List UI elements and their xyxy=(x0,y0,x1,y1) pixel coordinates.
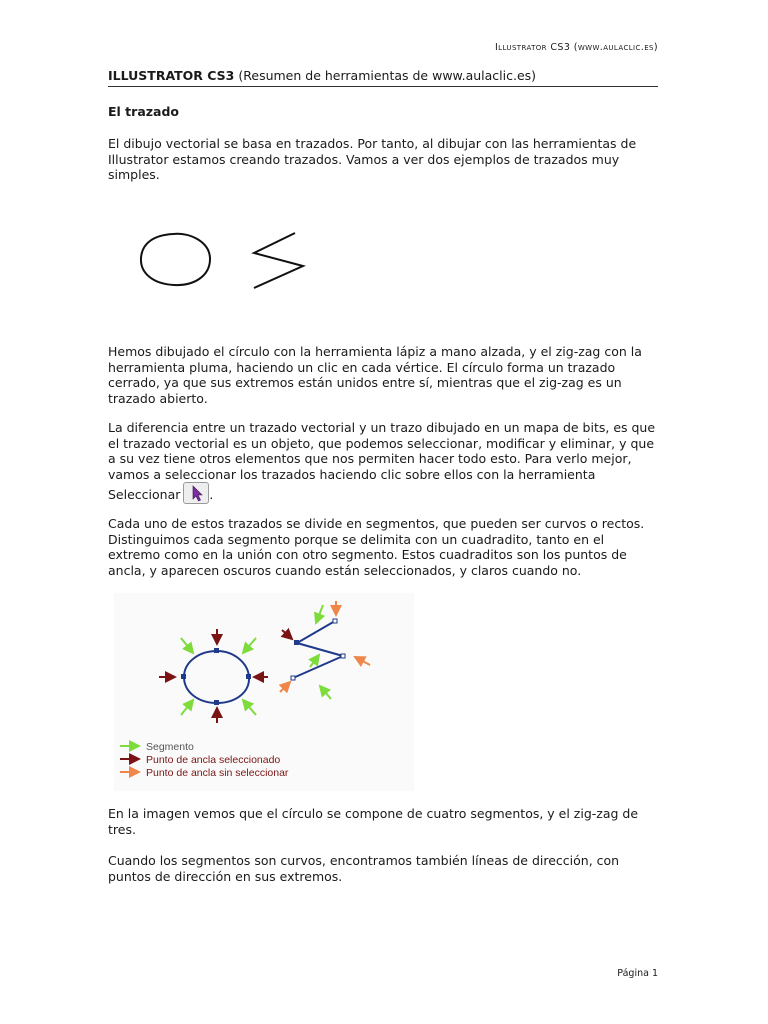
anchor-point xyxy=(214,648,219,653)
running-header xyxy=(495,42,658,53)
zigzag-path xyxy=(254,233,303,288)
figure-anchor-points xyxy=(114,593,414,791)
segment-arrow xyxy=(320,686,331,699)
segment-arrow xyxy=(316,605,323,623)
anchor-unselected-arrow xyxy=(355,657,370,665)
paragraph-direction-lines: Cuando los segmentos son curvos, encontramos también líneas de dirección, con puntos de dirección en sus extremos. xyxy=(108,853,620,884)
running-head-name: Illustrator xyxy=(494,42,547,53)
legend-anchor-unselected-label: Punto de ancla sin seleccionar xyxy=(146,767,289,779)
segment-arrow xyxy=(243,638,256,653)
section-heading: El trazado xyxy=(108,104,179,119)
anchor-unselected-arrow xyxy=(280,682,290,692)
segment-arrow xyxy=(243,700,256,715)
freehand-circle-path xyxy=(141,234,210,285)
selection-tool-icon[interactable] xyxy=(183,482,209,504)
running-head-site: www.aulaclic.es xyxy=(577,42,654,53)
selection-arrow-icon xyxy=(184,483,208,503)
p3-end: . xyxy=(209,487,214,502)
figure-simple-paths xyxy=(128,222,318,297)
anchor-point xyxy=(333,619,337,623)
anchor-selected-arrow xyxy=(282,630,292,639)
running-head-close: ) xyxy=(653,42,658,53)
running-head-open: ( xyxy=(573,42,578,53)
anchor-point xyxy=(294,640,299,645)
paragraph-segments: Cada uno de estos trazados se divide en segmentos, que pueden ser curvos o rectos. Distinguimos cada segmento porque se delimita con un cuadradito, tanto en el extremo como en la unión con otro segmento. Estos cuadraditos son los puntos de ancla, y aparecen oscuros cuando están seleccionados, y claros cuando no. xyxy=(108,516,645,578)
title-main: ILLUSTRATOR CS3 xyxy=(108,68,235,83)
anchor-point xyxy=(291,676,295,680)
paragraph-vector-vs-bitmap xyxy=(108,420,660,504)
segment-arrow xyxy=(181,700,193,715)
anchor-point xyxy=(214,700,219,705)
selected-zigzag-path xyxy=(293,621,343,678)
paragraph-figure-explanation: En la imagen vemos que el círculo se compone de cuatro segmentos, y el zig-zag de tres. xyxy=(108,806,639,837)
anchor-point xyxy=(181,674,186,679)
page-number: Página 1 xyxy=(617,968,658,979)
selected-circle-path xyxy=(184,651,249,703)
segment-arrow xyxy=(181,638,193,653)
p3-text: La diferencia entre un trazado vectorial y un trazo dibujado en un mapa de bits, es que el trazado vectorial es un objeto, que podemos seleccionar, modificar y eliminar, y que a su vez tiene otros elementos que nos permiten hacer todo esto. Para verlo mejor, vamos a seleccionar los trazados haciendo clic sobre ellos con la herramienta Seleccionar xyxy=(108,420,656,502)
document-title xyxy=(108,68,658,87)
legend-anchor-selected-label: Punto de ancla seleccionado xyxy=(146,754,281,766)
figure-legend xyxy=(120,741,289,779)
paragraph-drawing-tools: Hemos dibujado el círculo con la herramienta lápiz a mano alzada, y el zig-zag con la herramienta pluma, haciendo un clic en cada vértice. El círculo forma un trazado cerrado, ya que sus extremos están unidos entre sí, mientras que el zig-zag es un trazado abierto. xyxy=(108,344,642,406)
legend-segment-label: Segmento xyxy=(146,741,194,753)
segment-arrow xyxy=(310,655,319,667)
title-subtitle: (Resumen de herramientas de www.aulaclic.es) xyxy=(238,68,537,83)
paragraph-intro: El dibujo vectorial se basa en trazados. Por tanto, al dibujar con las herramientas de Illustrator estamos creando trazados. Vamos a ver dos ejemplos de trazados muy simples. xyxy=(108,136,637,182)
anchor-point xyxy=(341,654,345,658)
running-head-version: CS3 xyxy=(550,42,571,53)
anchor-point xyxy=(246,674,251,679)
